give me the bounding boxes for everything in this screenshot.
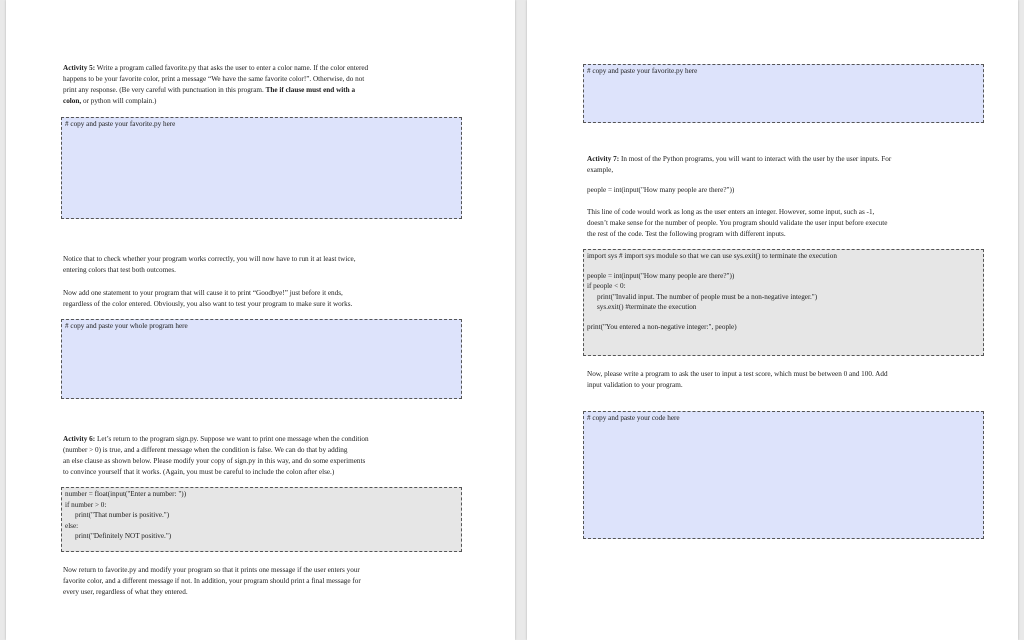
code-line: if number > 0:: [65, 500, 107, 509]
answer-box-placeholder: # copy and paste your whole program here: [65, 322, 188, 330]
example-code-line: people = int(input("How many people are there?")): [587, 186, 735, 194]
answer-box-favorite[interactable]: [61, 117, 462, 219]
answer-box-whole-program[interactable]: [61, 319, 462, 399]
code-block-validation: [583, 249, 984, 356]
notice-text: Notice that to check whether your program works correctly, you will now have to run it at least twice, entering colors that test both outcomes.: [63, 255, 356, 274]
answer-box-favorite-2[interactable]: [583, 64, 984, 123]
code-line: if people < 0:: [587, 282, 626, 291]
code-line: number = float(input("Enter a number: ")): [65, 490, 187, 498]
code-line: import sys # import sys module so that we can use sys.exit() to terminate the execution: [587, 252, 837, 260]
answer-box-code[interactable]: [583, 411, 984, 539]
code-line: print("You entered a non-negative integer:", people): [587, 322, 737, 331]
answer-box-placeholder: # copy and paste your favorite.py here: [65, 120, 176, 128]
code-line: print("Invalid input. The number of people must be a non-negative integer."): [597, 292, 818, 301]
validation-paragraph: This line of code would work as long as the user enters an integer. However, some input, such as -1, doesn’t make sense for the number of people. You program should validate the user input before execute the rest of the code. Test the following program with different inputs.: [587, 208, 888, 238]
code-line: else:: [65, 521, 79, 530]
activity-5-text: Activity 5: Write a program called favorite.py that asks the user to enter a color name. If the color entered happens to be your favorite color, print a message “We have the same favorite color!”. Otherwise, do not print any response. (Be very careful with punctuation in this program. The if clause must end with a colon, or python will complain.): [63, 64, 369, 105]
answer-box-placeholder: # copy and paste your code here: [587, 414, 680, 422]
answer-box-placeholder: # copy and paste your favorite.py here: [587, 67, 698, 75]
code-block-sign: [61, 487, 462, 552]
activity-6-text: Activity 6: Let’s return to the program sign.py. Suppose we want to print one message when the condition (number > 0) is true, and a different message when the condition is false. We can do that by adding an else clause as shown below. Please modify your copy of sign.py in this way, and do some experiments to convince yourself that it works. (Again, you must be careful to include the colon after else.): [63, 435, 369, 476]
final-instruction-text: Now return to favorite.py and modify your program so that it prints one message if the user enters your favorite color, and a different message if not. In addition, your program should print a final message for every user, regardless of what they entered.: [63, 566, 361, 596]
code-line: print("Definitely NOT positive."): [75, 532, 172, 541]
activity-7-text: Activity 7: In most of the Python programs, you will want to interact with the user by the user inputs. For example,: [587, 155, 892, 174]
code-line: print("That number is positive."): [75, 511, 170, 520]
code-line: sys.exit() #terminate the execution: [597, 303, 697, 312]
code-line: people = int(input("How many people are there?")): [587, 271, 735, 280]
goodbye-instruction-text: Now add one statement to your program that will cause it to print “Goodbye!” just before it ends, regardless of the color entered. Obviously, you also want to test your program to make sure it works.: [63, 289, 353, 308]
score-task-text: Now, please write a program to ask the user to input a test score, which must be between 0 and 100. Add input validation to your program.: [587, 370, 888, 389]
document-page-right: [527, 0, 1018, 640]
document-page-left: [6, 0, 515, 640]
